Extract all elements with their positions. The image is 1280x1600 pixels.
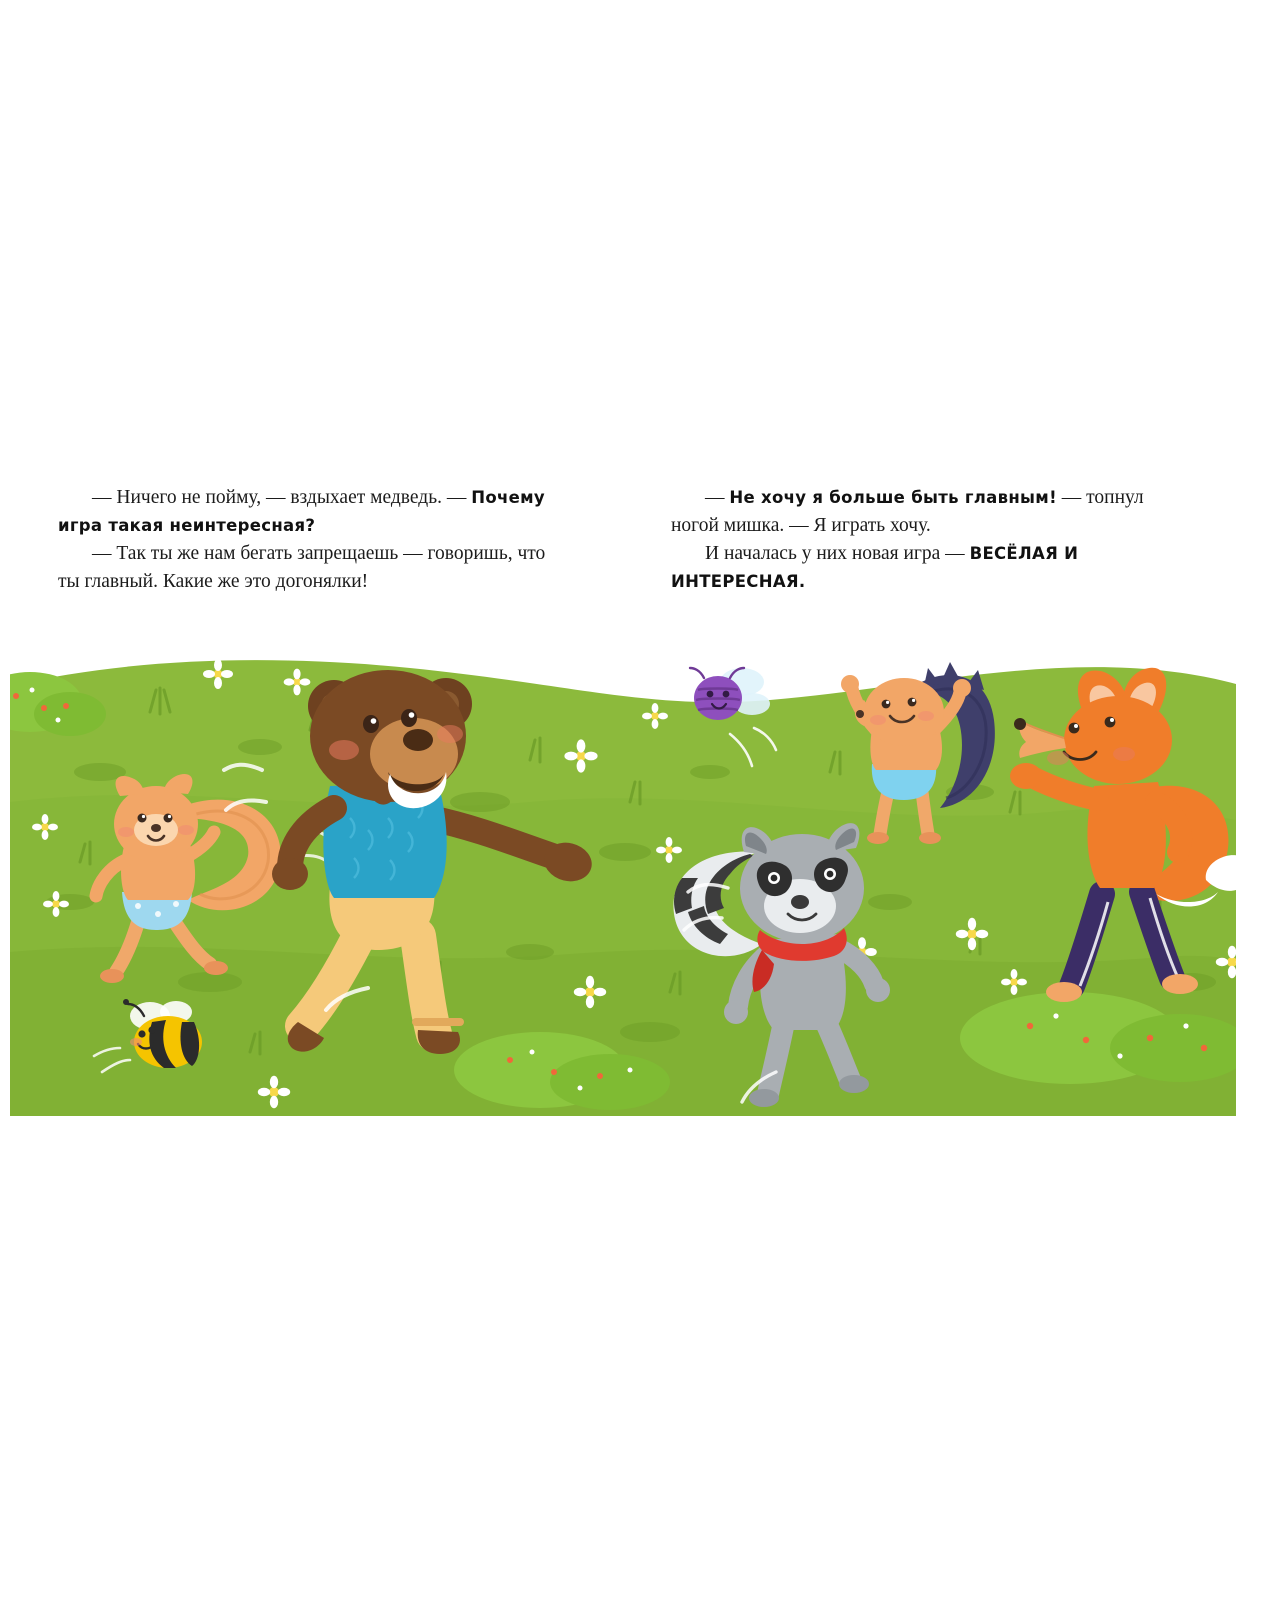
text-column-right bbox=[623, 456, 1236, 652]
paragraph-left-1-emphasis: Почему игра такая неинтересная? bbox=[58, 488, 545, 535]
paragraph-right-2 bbox=[671, 540, 1176, 596]
paragraph-right-2-emphasis: ВЕСЁЛАЯ И ИНТЕРЕСНАЯ. bbox=[671, 544, 1079, 591]
paragraph-left-2: — Так ты же нам бегать запрещаешь — говоришь, что ты главный. Какие же это догонялки! bbox=[58, 543, 546, 592]
book-spread bbox=[10, 456, 1236, 1116]
illustration bbox=[10, 652, 1236, 1116]
text-column-left bbox=[10, 456, 623, 652]
paragraph-right-1 bbox=[671, 484, 1176, 540]
paragraph-left-1-plain: — Ничего не пойму, — вздыхает медведь. — bbox=[92, 487, 472, 508]
paragraph-right-1-emphasis: Не хочу я больше быть главным! bbox=[729, 488, 1057, 507]
paragraph-right-1-plain: — топнул ногой мишка. — Я играть хочу. bbox=[671, 487, 1144, 536]
paragraph-right-1-dash: — bbox=[705, 487, 730, 508]
paragraph-left-1 bbox=[58, 484, 563, 540]
paragraph-right-2-plain: И началась у них новая игра — bbox=[705, 543, 970, 564]
text-area bbox=[10, 456, 1236, 652]
